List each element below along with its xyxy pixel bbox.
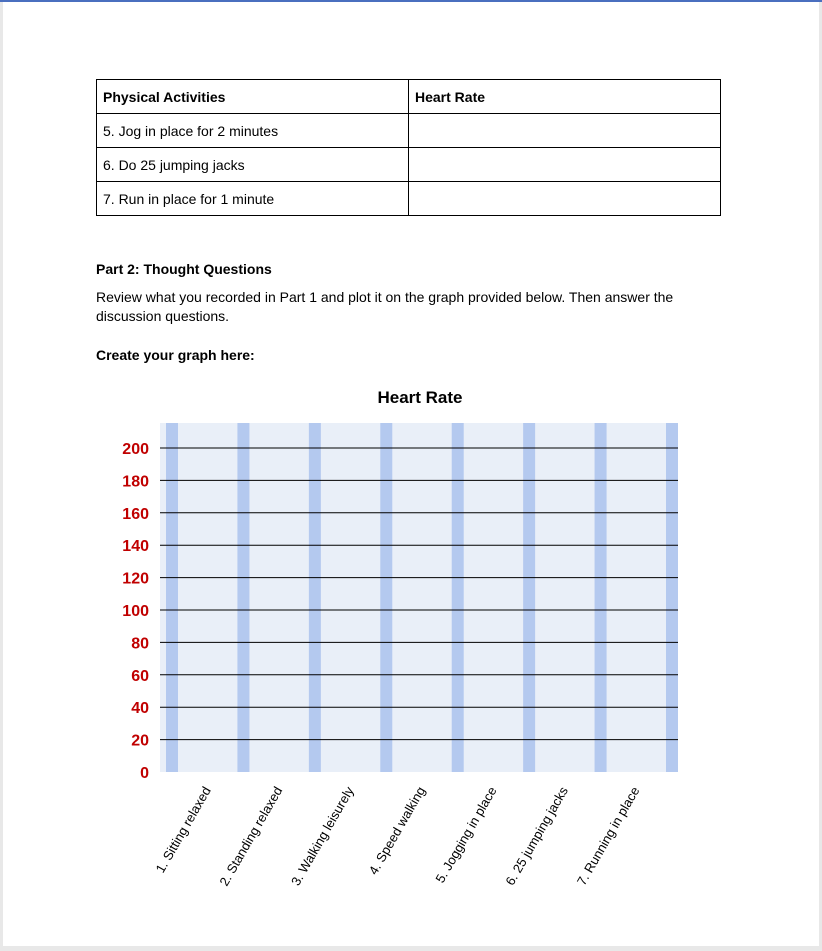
x-tick-label: 4. Speed walking: [365, 784, 429, 878]
header-physical-activities: Physical Activities: [97, 80, 409, 114]
x-tick-label: 6. 25 jumping jacks: [502, 784, 572, 888]
activity-cell: 7. Run in place for 1 minute: [97, 182, 409, 216]
activity-cell: 6. Do 25 jumping jacks: [97, 148, 409, 182]
column-divider: [237, 423, 249, 772]
y-tick-label: 140: [122, 538, 149, 556]
y-tick-label: 0: [140, 765, 149, 782]
y-tick-label: 20: [131, 732, 149, 750]
header-heart-rate: Heart Rate: [409, 80, 721, 114]
part2-heading: Part 2: Thought Questions: [96, 261, 272, 277]
column-divider: [595, 423, 607, 772]
column-divider: [380, 423, 392, 772]
x-tick-label: 5. Jogging in place: [432, 784, 500, 886]
x-tick-label: 1. Sitting relaxed: [152, 784, 214, 876]
column-divider: [666, 423, 678, 772]
x-tick-label: 3. Walking leisurely: [287, 784, 357, 889]
y-tick-label: 160: [122, 505, 149, 523]
x-tick-label: 7. Running in place: [573, 784, 643, 888]
activity-cell: 5. Jog in place for 2 minutes: [97, 114, 409, 148]
y-tick-label: 100: [122, 603, 149, 620]
column-divider: [523, 423, 535, 772]
column-divider: [452, 423, 464, 772]
y-tick-label: 200: [122, 441, 149, 458]
y-tick-label: 60: [131, 667, 149, 685]
y-tick-label: 80: [131, 635, 149, 653]
part2-instructions: Review what you recorded in Part 1 and plot it on the graph provided below. Then answer the discussion questions.: [96, 289, 674, 324]
y-tick-label: 120: [122, 570, 149, 588]
chart-title: Heart Rate: [377, 388, 463, 407]
y-tick-label: 40: [131, 700, 149, 718]
graph-prompt: Create your graph here:: [96, 347, 255, 363]
column-divider: [166, 423, 178, 772]
column-divider: [309, 423, 321, 772]
y-tick-label: 180: [122, 473, 149, 491]
x-tick-label: 2. Standing relaxed: [216, 784, 286, 889]
